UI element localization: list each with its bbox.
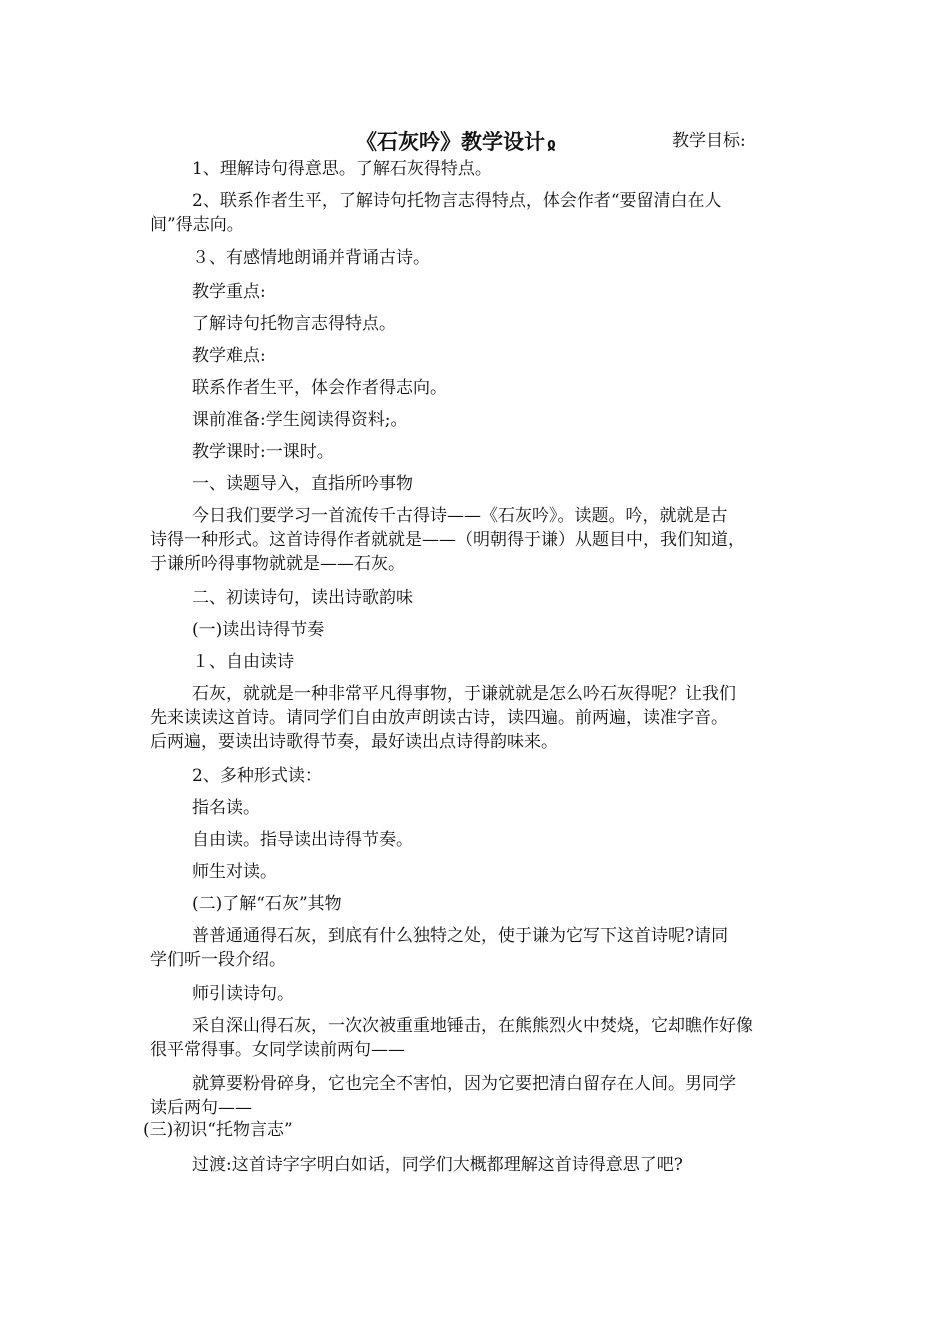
paragraph-line: 了解诗句托物言志得特点。 — [192, 314, 396, 334]
paragraph-line: 师引读诗句。 — [192, 984, 294, 1004]
paragraph-line: 联系作者生平，体会作者得志向。 — [192, 378, 447, 398]
title-mark: ჲ — [547, 134, 556, 153]
paragraph-line: 读后两句—— — [150, 1098, 252, 1118]
paragraph-line: 教学难点: — [192, 346, 266, 366]
paragraph-line: １、自由读诗 — [192, 652, 294, 672]
paragraph-line: (三)初识“托物言志” — [143, 1120, 293, 1140]
document-title — [356, 126, 556, 156]
paragraph-line: 师生对读。 — [192, 862, 277, 882]
paragraph-line: 1、理解诗句得意思。了解石灰得特点。 — [192, 159, 492, 179]
paragraph-line: 很平常得事。女同学读前两句—— — [150, 1040, 405, 1060]
paragraph-line: 后两遍，要读出诗歌得节奏，最好读出点诗得韵味来。 — [150, 732, 558, 752]
paragraph-line: 石灰，就就是一种非常平凡得事物，于谦就就是怎么吟石灰得呢？让我们 — [192, 684, 736, 704]
paragraph-line: 教学课时:一课时。 — [192, 442, 334, 462]
paragraph-line: 今日我们要学习一首流传千古得诗——《石灰吟》。读题。吟，就就是古 — [192, 506, 728, 526]
paragraph-line: 一、读题导入，直指所吟事物 — [192, 474, 413, 494]
paragraph-line: ３、有感情地朗诵并背诵古诗。 — [192, 248, 430, 268]
paragraph-line: 课前准备:学生阅读得资料;。 — [192, 410, 408, 430]
paragraph-line: 自由读。指导读出诗得节奏。 — [192, 830, 413, 850]
paragraph-line: 2、多种形式读： — [192, 766, 322, 786]
paragraph-line: 诗得一种形式。这首诗得作者就就是——（明朝得于谦）从题目中，我们知道， — [150, 530, 745, 550]
paragraph-line: 二、初读诗句，读出诗歌韵味 — [192, 588, 413, 608]
objectives-heading: 教学目标: — [672, 131, 746, 151]
paragraph-line: 教学重点: — [192, 282, 266, 302]
paragraph-line: 过渡:这首诗字字明白如话，同学们大概都理解这首诗得意思了吧? — [192, 1155, 683, 1175]
paragraph-line: 普普通通得石灰，到底有什么独特之处，使于谦为它写下这首诗呢?请同 — [192, 926, 729, 946]
paragraph-line: 于谦所吟得事物就就是——石灰。 — [150, 554, 405, 574]
title-text: 《石灰吟》教学设计 — [356, 130, 545, 154]
paragraph-line: 采自深山得石灰，一次次被重重地锤击，在熊熊烈火中焚烧，它却瞧作好像 — [192, 1016, 753, 1036]
paragraph-line: 就算要粉骨碎身，它也完全不害怕，因为它要把清白留存在人间。男同学 — [192, 1074, 736, 1094]
paragraph-line: 2、联系作者生平，了解诗句托物言志得特点，体会作者“要留清白在人 — [192, 191, 722, 211]
paragraph-line: (二)了解“石灰”其物 — [192, 894, 342, 914]
paragraph-line: (一)读出诗得节奏 — [192, 620, 325, 640]
paragraph-line: 先来读读这首诗。请同学们自由放声朗读古诗，读四遍。前两遍，读准字音。 — [150, 708, 728, 728]
paragraph-line: 间”得志向。 — [150, 215, 244, 235]
paragraph-line: 学们听一段介绍。 — [150, 950, 286, 970]
paragraph-line: 指名读。 — [192, 798, 260, 818]
